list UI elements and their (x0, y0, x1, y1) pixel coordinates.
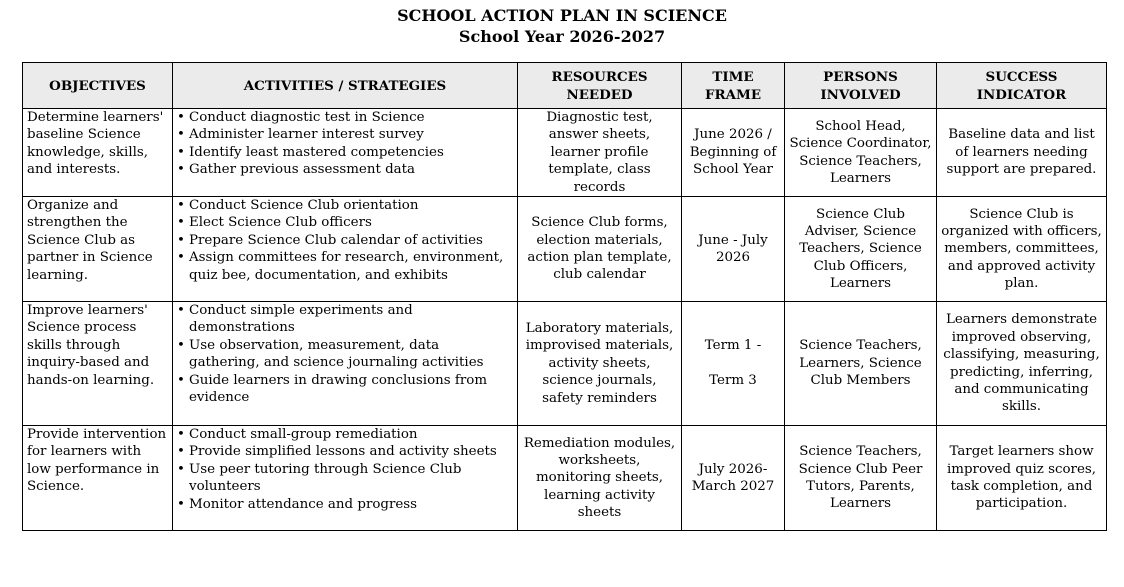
objective-cell: Improve learners' Science process skills through inquiry-based and hands-on learning. (23, 302, 173, 426)
list-item: • Guide learners in drawing conclusions from evidence (177, 372, 513, 407)
resources-cell: Diagnostic test, answer sheets, learner profile template, class records (518, 109, 682, 197)
time-frame-cell (682, 302, 785, 426)
table-row (23, 197, 1107, 302)
activities-list (177, 197, 513, 284)
indicator-cell: Science Club is organized with officers, members, committees, and approved activity plan. (937, 197, 1107, 302)
column-header-time-frame: TIME FRAME (682, 63, 785, 109)
table-row (23, 302, 1107, 426)
list-item: • Prepare Science Club calendar of activities (177, 232, 513, 249)
list-item: • Administer learner interest survey (177, 126, 513, 143)
objective-cell: Provide intervention for learners with low performance in Science. (23, 426, 173, 531)
indicator-cell: Baseline data and list of learners needing support are prepared. (937, 109, 1107, 197)
list-item: • Provide simplified lessons and activity sheets (177, 443, 513, 460)
time-frame-start: Term 1 - (704, 338, 762, 354)
resources-cell: Science Club forms, election materials, action plan template, club calendar (518, 197, 682, 302)
header-row (23, 63, 1107, 109)
list-item: • Conduct diagnostic test in Science (177, 109, 513, 126)
activities-list (177, 109, 513, 179)
action-plan-table (22, 62, 1107, 531)
objective-cell: Organize and strengthen the Science Club as partner in Science learning. (23, 197, 173, 302)
list-item: • Assign committees for research, environment, quiz bee, documentation, and exhibits (177, 249, 513, 284)
objective-cell: Determine learners' baseline Science knowledge, skills, and interests. (23, 109, 173, 197)
column-header-persons: PERSONS INVOLVED (785, 63, 937, 109)
document-subtitle: School Year 2026-2027 (458, 27, 666, 46)
column-header-activities: ACTIVITIES / STRATEGIES (173, 63, 518, 109)
table-row (23, 109, 1107, 197)
list-item: • Conduct Science Club orientation (177, 197, 513, 214)
activities-cell (173, 197, 518, 302)
persons-cell: Science Teachers, Learners, Science Club Members (785, 302, 937, 426)
document-title: SCHOOL ACTION PLAN IN SCIENCE (397, 6, 727, 25)
list-item: • Monitor attendance and progress (177, 496, 513, 513)
column-header-resources: RESOURCES NEEDED (518, 63, 682, 109)
table-row (23, 426, 1107, 531)
activities-list (177, 426, 513, 513)
time-frame-cell: June 2026 / Beginning of School Year (682, 109, 785, 197)
list-item: • Use peer tutoring through Science Club volunteers (177, 461, 513, 496)
activities-cell (173, 302, 518, 426)
resources-cell: Remediation modules, worksheets, monitoring sheets, learning activity sheets (518, 426, 682, 531)
list-item: • Gather previous assessment data (177, 161, 513, 178)
activities-list (177, 302, 513, 406)
resources-cell: Laboratory materials, improvised materials, activity sheets, science journals, safety reminders (518, 302, 682, 426)
time-frame-cell: July 2026- March 2027 (682, 426, 785, 531)
time-frame-end: Term 3 (709, 373, 757, 389)
column-header-indicator: SUCCESS INDICATOR (937, 63, 1107, 109)
activities-cell (173, 109, 518, 197)
activities-cell (173, 426, 518, 531)
time-frame-cell: June - July 2026 (682, 197, 785, 302)
list-item: • Conduct small-group remediation (177, 426, 513, 443)
indicator-cell: Learners demonstrate improved observing, classifying, measuring, predicting, inferring, and communicating skills. (937, 302, 1107, 426)
list-item: • Elect Science Club officers (177, 214, 513, 231)
list-item: • Identify least mastered competencies (177, 144, 513, 161)
persons-cell: School Head, Science Coordinator, Science Teachers, Learners (785, 109, 937, 197)
persons-cell: Science Club Adviser, Science Teachers, Science Club Officers, Learners (785, 197, 937, 302)
indicator-cell: Target learners show improved quiz scores, task completion, and participation. (937, 426, 1107, 531)
list-item: • Conduct simple experiments and demonstrations (177, 302, 513, 337)
column-header-objectives: OBJECTIVES (23, 63, 173, 109)
list-item: • Use observation, measurement, data gathering, and science journaling activities (177, 337, 513, 372)
persons-cell: Science Teachers, Science Club Peer Tutors, Parents, Learners (785, 426, 937, 531)
